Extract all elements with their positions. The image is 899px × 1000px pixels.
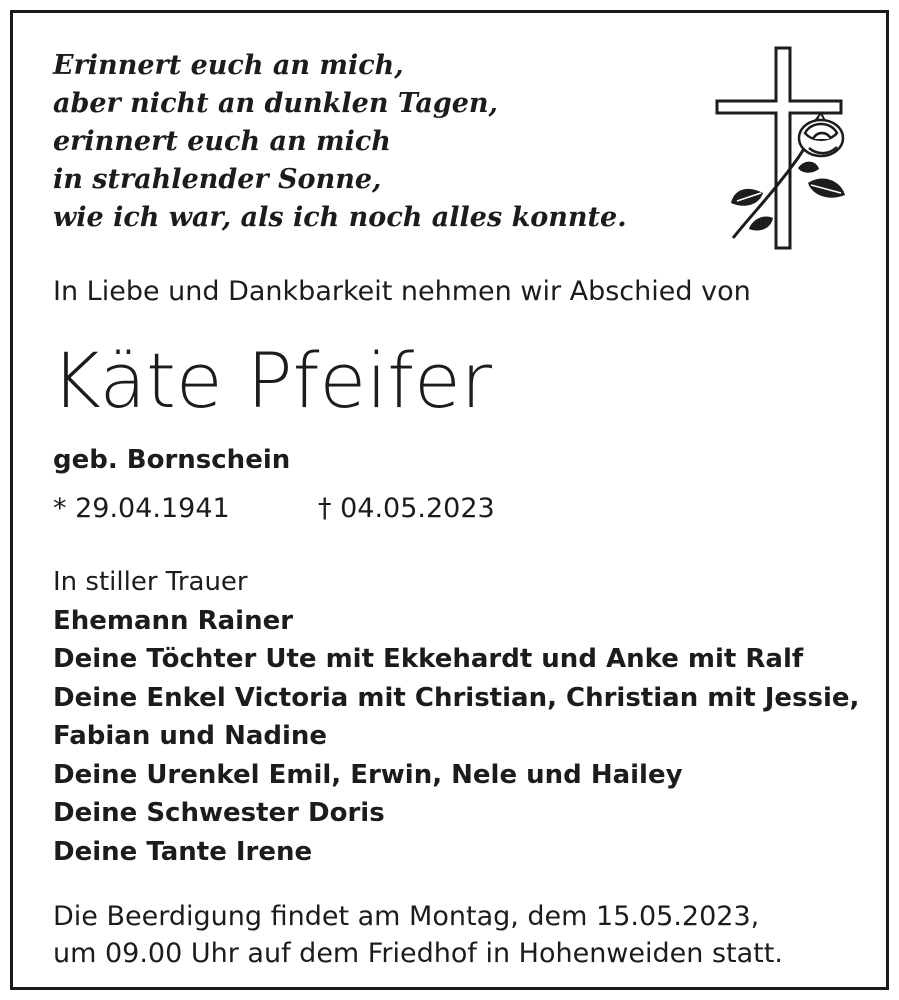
funeral-line: um 09.00 Uhr auf dem Friedhof in Hohenweiden statt. <box>53 938 783 969</box>
deceased-name: Käte Pfeifer <box>51 336 493 425</box>
life-dates <box>53 493 495 524</box>
funeral-notice <box>53 898 783 972</box>
mourner-line: Deine Töchter Ute mit Ekkehardt und Anke mit Ralf <box>53 644 804 674</box>
poem-line: in strahlender Sonne, <box>53 164 382 195</box>
mourner-line: Fabian und Nadine <box>53 721 328 751</box>
poem-line: Erinnert euch an mich, <box>53 50 404 81</box>
poem-line: aber nicht an dunklen Tagen, <box>53 88 498 119</box>
mourner-line: Deine Enkel Victoria mit Christian, Christian mit Jessie, <box>53 682 860 713</box>
intro-text: In Liebe und Dankbarkeit nehmen wir Abschied von <box>53 276 751 307</box>
poem-line: erinnert euch an mich <box>53 126 391 157</box>
mourner-line: Deine Schwester Doris <box>53 798 385 828</box>
obituary-frame <box>10 10 889 990</box>
maiden-name: geb. Bornschein <box>53 445 291 475</box>
death-date: † 04.05.2023 <box>318 493 495 524</box>
mourner-line: Deine Urenkel Emil, Erwin, Nele und Hailey <box>53 759 683 790</box>
mourners-list <box>53 563 859 871</box>
poem <box>53 47 627 237</box>
mourner-line: Ehemann Rainer <box>53 605 294 636</box>
poem-line: wie ich war, als ich noch alles konnte. <box>53 202 627 233</box>
mourners-heading: In stiller Trauer <box>53 567 248 597</box>
mourner-line: Deine Tante Irene <box>53 836 313 867</box>
funeral-line: Die Beerdigung findet am Montag, dem 15.05.2023, <box>53 901 760 932</box>
birth-date: * 29.04.1941 <box>53 493 230 524</box>
cross-with-rose-icon <box>713 43 853 253</box>
